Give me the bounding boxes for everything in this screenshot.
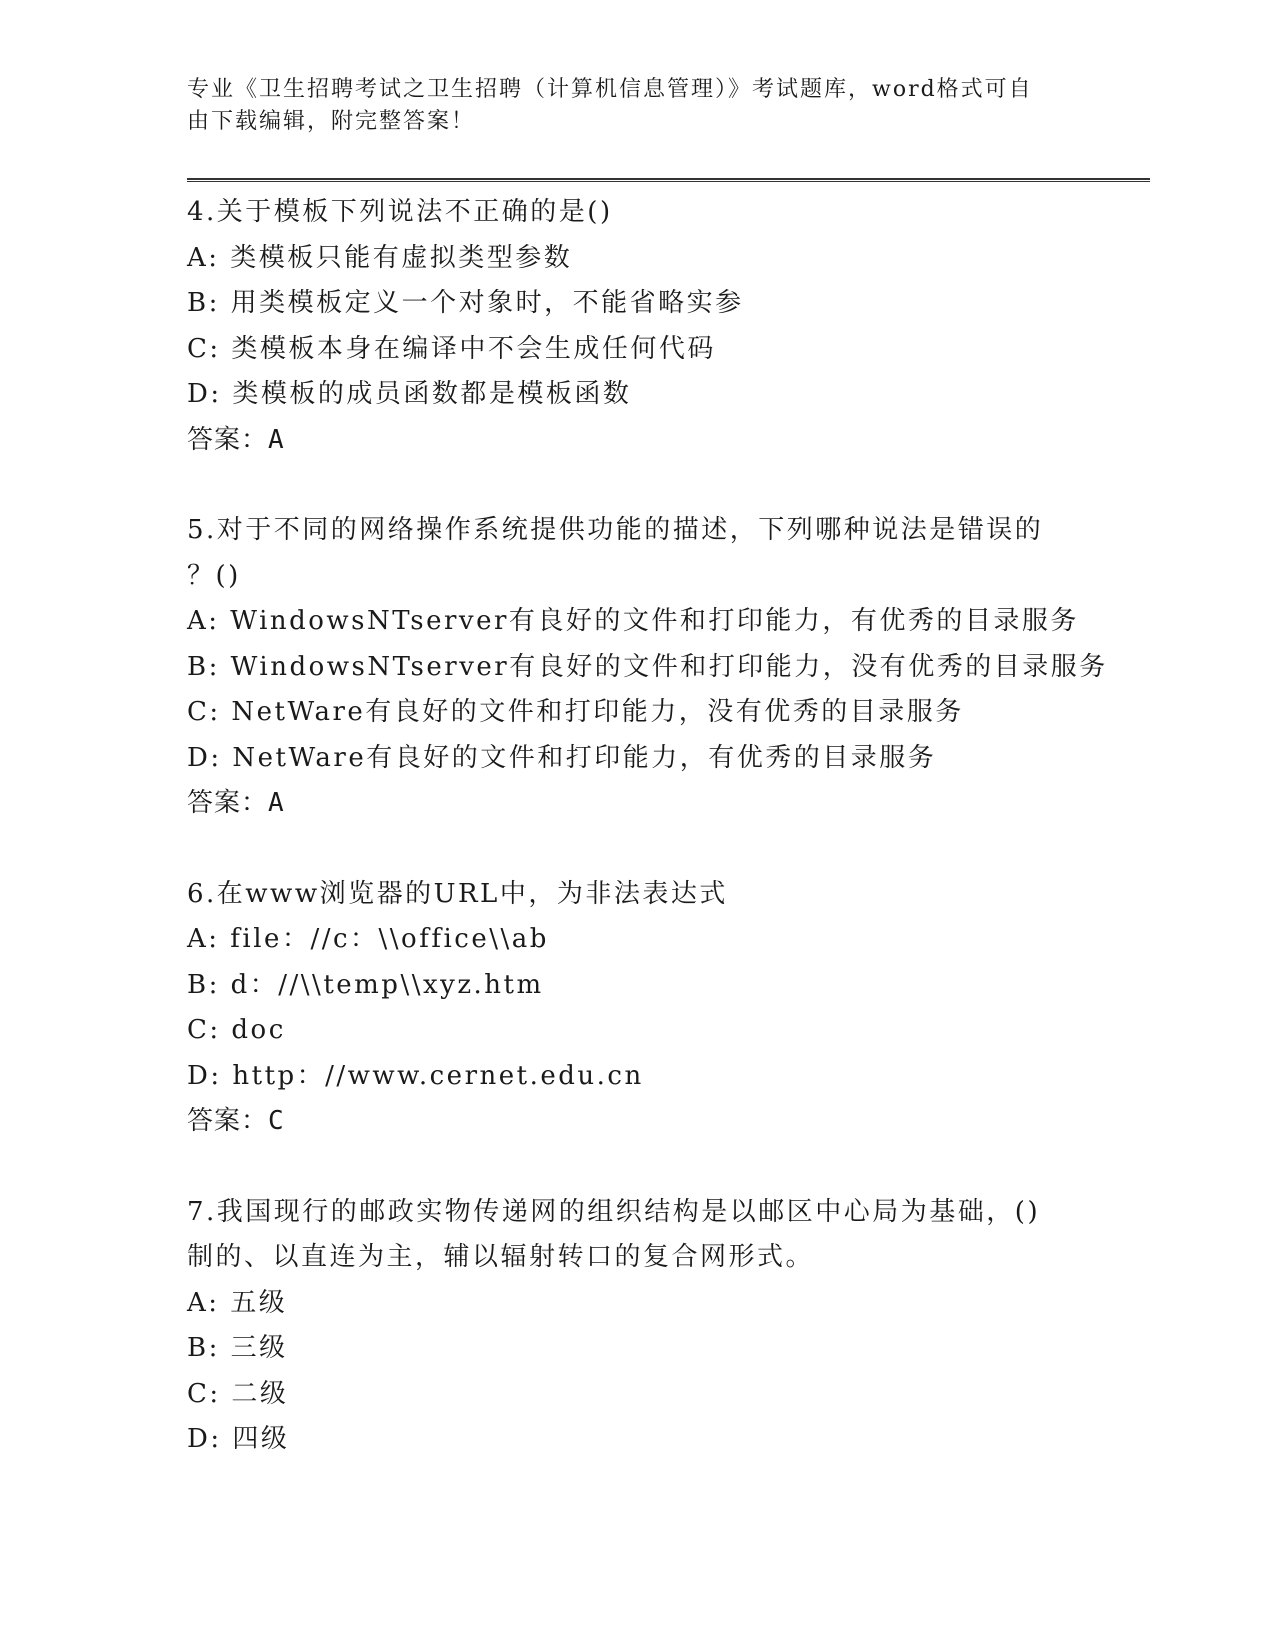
question-stem-continued: ？() <box>187 560 241 591</box>
header-line-1: 专业《卫生招聘考试之卫生招聘（计算机信息管理）》考试题库，word格式可自 <box>187 77 1033 102</box>
option-d: D: NetWare有良好的文件和打印能力，有优秀的目录服务 <box>187 742 937 773</box>
question-list <box>187 190 1108 1463</box>
question-5 <box>187 508 1108 827</box>
document-header <box>187 74 1067 138</box>
question-stem-continued: 制的、以直连为主，辅以辐射转口的复合网形式。 <box>187 1242 815 1272</box>
option-c: C: 二级 <box>187 1378 289 1409</box>
option-b: B: 用类模板定义一个对象时，不能省略实参 <box>187 288 744 318</box>
option-b: B: WindowsNTserver有良好的文件和打印能力，没有优秀的目录服务 <box>187 651 1108 682</box>
question-7 <box>187 1190 1087 1463</box>
option-c: C: 类模板本身在编译中不会生成任何代码 <box>187 333 716 364</box>
question-stem: 7.我国现行的邮政实物传递网的组织结构是以邮区中心局为基础，() <box>187 1196 1041 1227</box>
header-line-2: 由下载编辑，附完整答案！ <box>187 109 476 134</box>
question-6 <box>187 872 1087 1145</box>
option-a: A: 五级 <box>187 1287 288 1318</box>
question-stem: 5.对于不同的网络操作系统提供功能的描述，下列哪种说法是错误的 <box>187 515 1044 545</box>
question-4 <box>187 190 1087 463</box>
option-c: C: NetWare有良好的文件和打印能力，没有优秀的目录服务 <box>187 697 964 727</box>
option-b: B: 三级 <box>187 1333 288 1363</box>
answer-line: 答案：A <box>187 788 285 818</box>
option-a: A: WindowsNTserver有良好的文件和打印能力，有优秀的目录服务 <box>187 606 1079 636</box>
option-b: B: d：//\\temp\\xyz.htm <box>187 969 544 1000</box>
option-d: D: 类模板的成员函数都是模板函数 <box>187 379 632 409</box>
header-divider <box>187 178 1150 182</box>
option-a: A: file：//c：\\office\\ab <box>187 924 549 954</box>
answer-line: 答案：A <box>187 424 285 455</box>
answer-line: 答案：C <box>187 1106 285 1136</box>
question-stem: 4.关于模板下列说法不正确的是() <box>187 197 613 227</box>
option-d: D: http：//www.cernet.edu.cn <box>187 1060 644 1091</box>
option-d: D: 四级 <box>187 1424 290 1454</box>
option-a: A: 类模板只能有虚拟类型参数 <box>187 242 573 273</box>
question-stem: 6.在www浏览器的URL中，为非法表达式 <box>187 878 728 909</box>
option-c: C: doc <box>187 1015 286 1045</box>
